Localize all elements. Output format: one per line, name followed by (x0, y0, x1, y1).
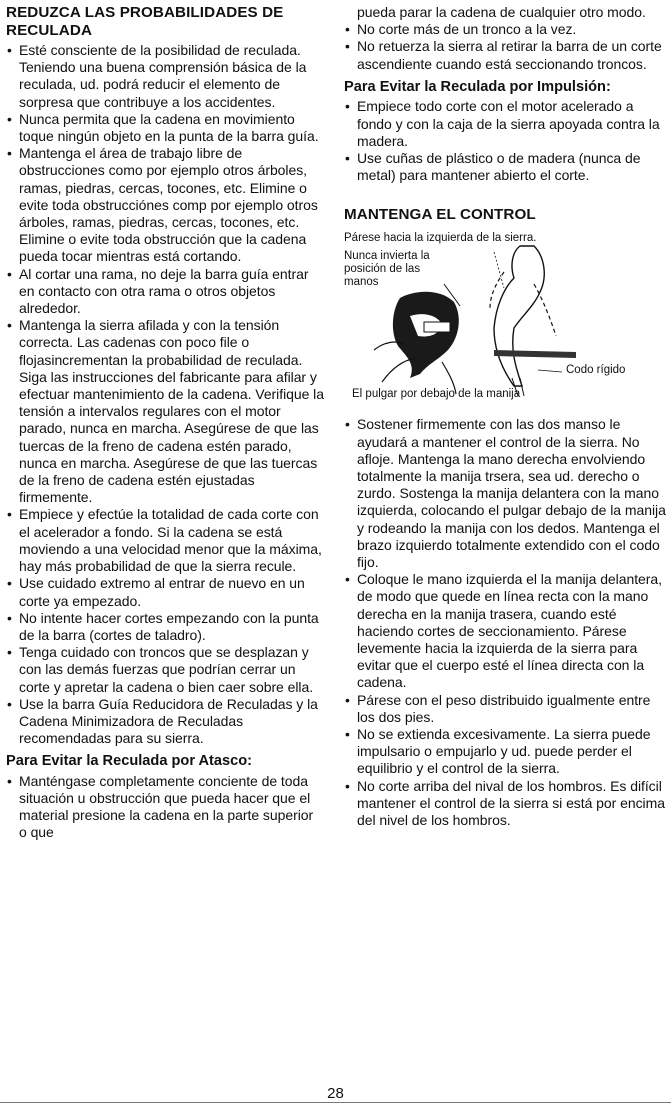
bullet-glyph: • (7, 110, 12, 127)
list-item: • Use cuidado extremo al entrar de nuevo en un corte ya empezado. (7, 575, 305, 609)
list-item: • Use la barra Guía Reducidora de Reculadas y la Cadena Minimizadora de Reculadas recomendadas para su sierra. (7, 695, 318, 747)
section-title-reduce-kickback: REDUZCA LAS PROBABILIDADES DE RECULADA (6, 4, 284, 39)
control-illustration (344, 232, 664, 402)
label-hand-position: Nunca invierta la posición de las manos (344, 250, 430, 289)
caption-stand-left: Párese hacia la izquierda de la sierra. (344, 232, 537, 245)
list-item: • No corte más de un tronco a la vez. (345, 21, 577, 38)
pushback-tips-list (344, 98, 668, 184)
bullet-glyph: • (7, 42, 12, 58)
list-item: • Mantenga el área de trabajo libre de obstrucciones como por ejemplo otros árboles, ramas, piedras, cercas, tocones, etc. Elimine o evite toda obstrucciónes comp por ejemplo otros árboles, ramas, piedras, cercas, tocones, etc. Elimine o evite toda obstrucción que la cadena pueda tocar mientras está cortando. (7, 145, 318, 265)
bullet-glyph: • (7, 772, 12, 789)
list-item: • Esté consciente de la posibilidad de reculada. Teniendo una buena comprensión básica de la reculada, ud. podrá reducir el elemento de sorpresa que contribuye a los accidentes. (7, 42, 307, 110)
bullet-glyph: • (7, 265, 12, 282)
list-item-continuation: pueda parar la cadena de cualquier otro modo. (357, 4, 646, 20)
bullet-glyph: • (7, 695, 12, 712)
list-item: • Empiece y efectúe la totalidad de cada corte con el acelerador a fondo. Si la cadena se está moviendo a una velocidad menor que la máxima, hay más probabilidad de que la sierra recule. (7, 506, 322, 575)
list-item: • No se extienda excesivamente. La sierra puede impulsario o empujarlo y ud. puede perder el equilibrio y el control de la sierra. (345, 725, 651, 777)
bullet-glyph: • (345, 725, 350, 742)
list-item: • Use cuñas de plástico o de madera (nunca de metal) para mantener abierto el corte. (345, 149, 641, 184)
control-tips-list (344, 416, 668, 829)
list-item: • No corte arriba del nival de los hombros. Es difícil mantener el control de la sierra si está por encima del nivel de los hombros. (345, 777, 665, 828)
subsection-title-pushback: Para Evitar la Reculada por Impulsión: (344, 78, 611, 95)
list-item: • Párese con el peso distribuido igualmente entre los dos pies. (345, 691, 651, 725)
list-item: • Manténgase completamente conciente de toda situación u obstrucción que pueda hacer que el material presione la cadena en la parte superior o que (7, 772, 314, 841)
pinch-tips-list (6, 773, 324, 842)
list-item: • Sostener firmemente con las dos manso le ayudará a mantener el control de la sierra. No afloje. Mantenga la mano derecha envolviendo totalmente la manija trsera, sea ud. derecho o zurdo. Sostenga la manija delantera con la mano izquierda, colocando el pulgar debajo de la manija y rodeando la manija con los dedos. Mantenga el brazo izquierdo totalmente extendido con el codo fijo. (345, 416, 666, 570)
bullet-glyph: • (7, 317, 12, 334)
kickback-tips-list (6, 42, 324, 747)
right-column (344, 4, 668, 829)
bullet-glyph: • (345, 777, 350, 794)
caption-thumb-under-handle: El pulgar por debajo de la manija (352, 388, 521, 401)
section-title-keep-control: MANTENGA EL CONTROL (344, 206, 536, 224)
bullet-glyph: • (345, 691, 350, 708)
bullet-glyph: • (345, 98, 350, 115)
bullet-glyph: • (7, 506, 12, 523)
bullet-glyph: • (7, 575, 12, 592)
page-number: 28 (327, 1085, 344, 1102)
list-item: • Al cortar una rama, no deje la barra guía entrar en contacto con otra rama o otros objetos alrededor. (7, 265, 309, 317)
bullet-glyph: • (345, 21, 350, 38)
bullet-glyph: • (7, 644, 12, 661)
bottom-rule (0, 1102, 671, 1103)
bullet-glyph: • (345, 38, 350, 55)
bullet-glyph: • (7, 609, 12, 626)
subsection-title-pinch-kickback: Para Evitar la Reculada por Atasco: (6, 753, 253, 770)
list-item: • Tenga cuidado con troncos que se desplazan y con las demás fuerzas que podrían cerrar un corte y apretar la cadena o bien caer sobre ella. (7, 644, 314, 695)
list-item: • No retuerza la sierra al retirar la barra de un corte ascendiente cuando está seccionando troncos. (345, 38, 662, 72)
left-column (6, 4, 324, 842)
list-item: • Nunca permita que la cadena en movimiento toque ningún objeto en la punta de la barra guía. (7, 110, 319, 145)
list-item: • Empiece todo corte con el motor acelerado a fondo y con la caja de la sierra apoyada contra la madera. (345, 98, 660, 149)
bullet-glyph: • (345, 571, 350, 588)
list-item: • Coloque le mano izquierda el la manija delantera, de modo que quede en línea recta con la mano derecha en la manija trasera, cuando esté haciendo cortes de seccionamiento. Párese levemente hacia la izquierda de la sierra para evitar que el cuerpo esté el línea directa con la cadena. (345, 571, 662, 691)
list-item: • No intente hacer cortes empezando con la punta de la barra (cortes de taladro). (7, 609, 319, 643)
continuation-list (344, 4, 668, 73)
bullet-glyph: • (7, 145, 12, 162)
bullet-glyph: • (345, 416, 350, 433)
list-item: • Mantenga la sierra afilada y con la tensión correcta. Las cadenas con poco file o flojasincrementan la probabilidad de reculada. Siga las instrucciones del fabricante para afilar y efectuar mantenimiento de la cadena. Verifique la tensión a intervalos regulares con el motor parado, nunca en marcha. Asegúrese de que las tuercas de la freno de cadena estén parado, nunca en marcha. Asegúrese de que las tuercas de la freno de cadena estén ejustadas firmemente. (7, 317, 324, 506)
label-rigid-elbow: Codo rígido (566, 364, 626, 377)
bullet-glyph: • (345, 149, 350, 166)
